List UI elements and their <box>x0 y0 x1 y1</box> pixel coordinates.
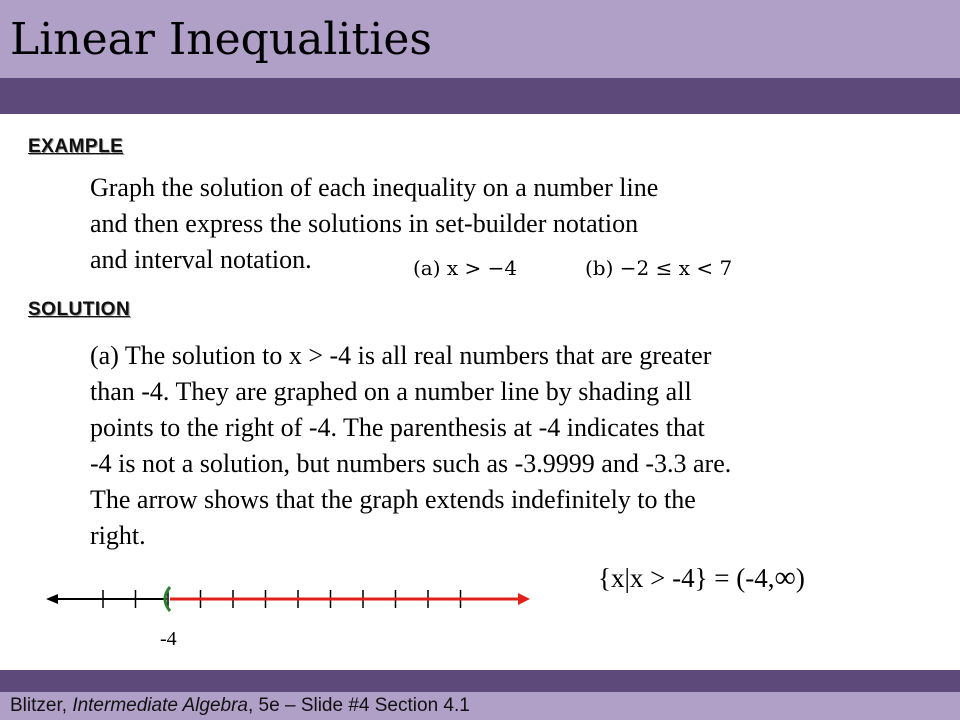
solution-line: -4 is not a solution, but numbers such as -3.9999 and -3.3 are. <box>90 449 732 478</box>
example-line: and interval notation. <box>90 245 312 274</box>
inequality-b: (b) −2 ≤ x < 7 <box>585 256 733 280</box>
footer-author: Blitzer, <box>10 695 73 716</box>
footer-book: Intermediate Algebra <box>72 695 248 716</box>
footer-edition: , 5e – Slide #4 Section 4.1 <box>248 695 470 716</box>
footer <box>0 692 960 720</box>
set-notation <box>598 561 805 595</box>
solution-line: points to the right of -4. The parenthesis at -4 indicates that <box>90 413 705 442</box>
solution-line: (a) The solution to x > -4 is all real numbers that are greater <box>90 341 712 370</box>
solution-label: SOLUTION <box>28 299 131 320</box>
solution-line: right. <box>90 521 146 550</box>
title-bar <box>0 0 960 78</box>
equals-sign: = <box>714 563 730 593</box>
interval-close: ) <box>795 563 805 593</box>
number-line-graph <box>0 575 560 625</box>
infinity-icon: ∞ <box>774 561 796 594</box>
solution-line: The arrow shows that the graph extends indefinitely to the <box>90 485 696 514</box>
example-line: and then express the solutions in set-builder notation <box>90 209 639 238</box>
right-arrow-icon <box>518 593 530 605</box>
interval-open: (-4, <box>736 563 775 593</box>
set-builder-notation: {x|x > -4} <box>598 563 708 593</box>
axis <box>46 594 167 604</box>
solution-line: than -4. They are graphed on a number line by shading all <box>90 377 692 406</box>
footer-band <box>0 670 960 692</box>
left-arrow-icon <box>46 594 58 604</box>
title-band <box>0 78 960 114</box>
inequality-a: (a) x > −4 <box>413 256 518 280</box>
example-line: Graph the solution of each inequality on a number line <box>90 173 659 202</box>
solution-text <box>90 338 910 554</box>
slide-title: Linear Inequalities <box>10 14 432 65</box>
example-label: EXAMPLE <box>28 136 124 157</box>
tick-label-neg4: -4 <box>160 628 177 650</box>
shading <box>170 593 530 605</box>
